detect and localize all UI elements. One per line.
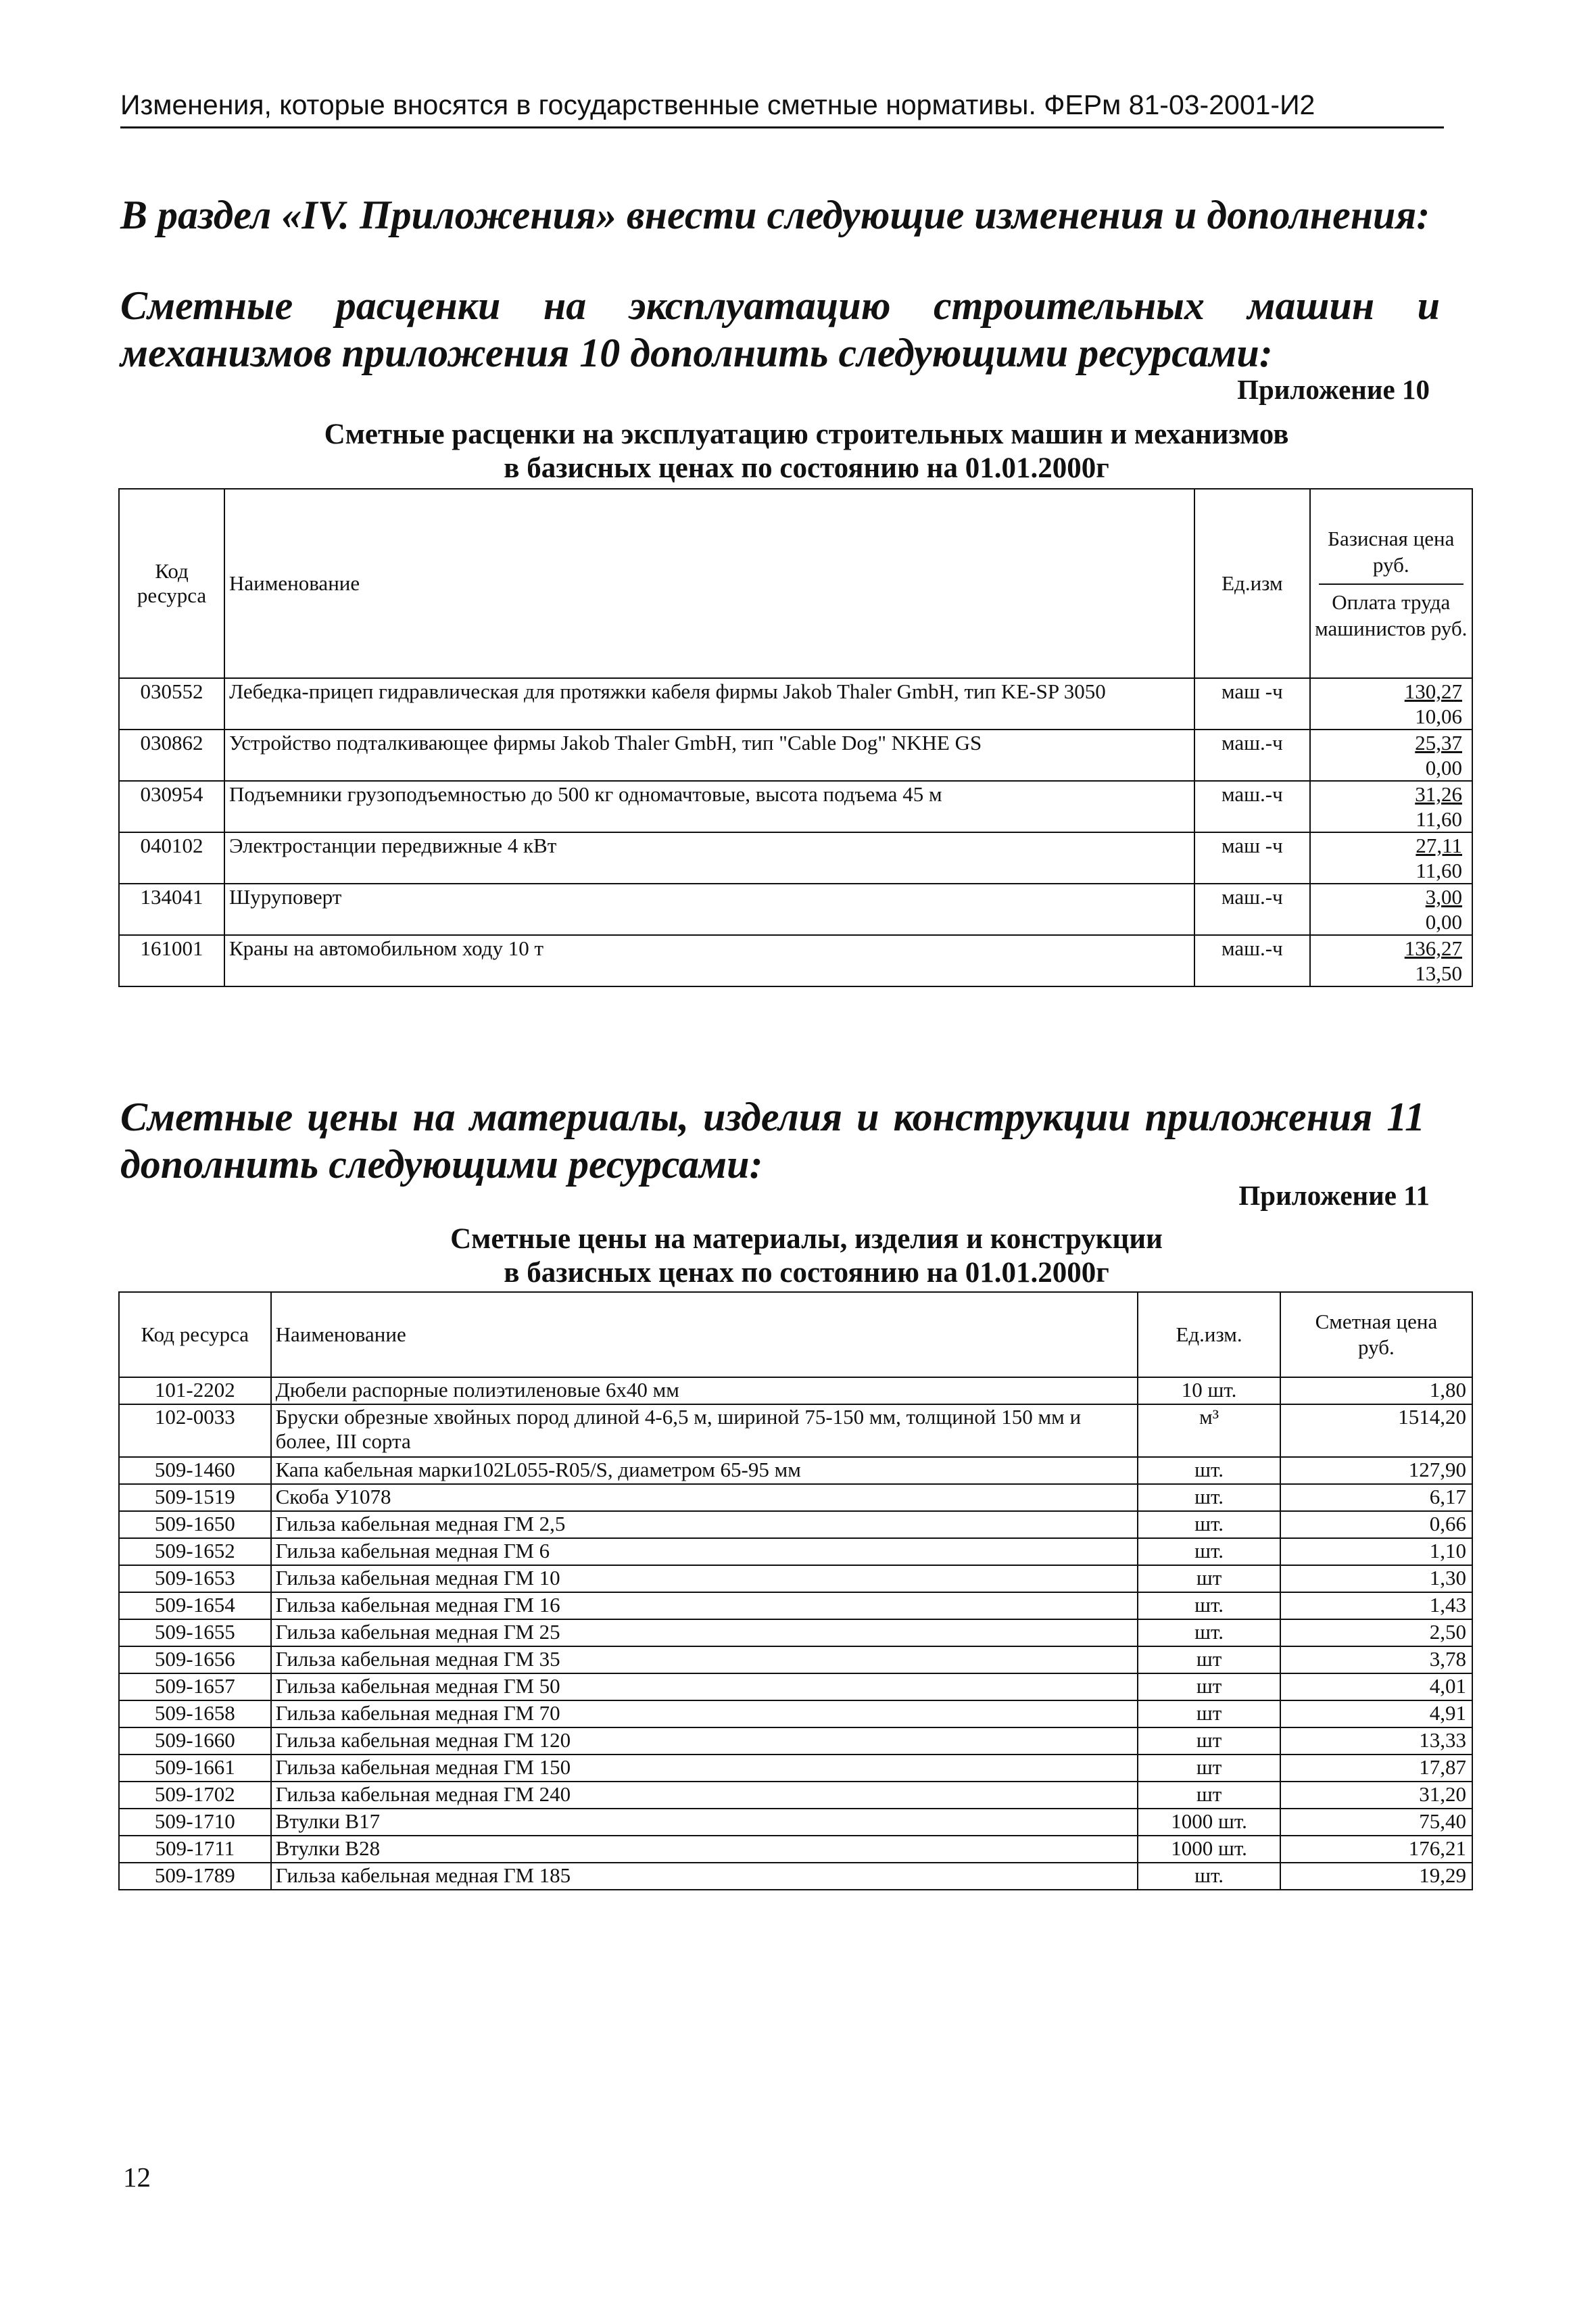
cell-price: 176,21 — [1280, 1836, 1472, 1863]
cell-unit: шт — [1138, 1565, 1280, 1592]
cell-unit: 10 шт. — [1138, 1377, 1280, 1404]
cell-name: Электростанции передвижные 4 кВт — [224, 832, 1194, 884]
cell-code: 101-2202 — [119, 1377, 271, 1404]
cell-price: 1,80 — [1280, 1377, 1472, 1404]
cell-unit: шт. — [1138, 1863, 1280, 1890]
page-number: 12 — [123, 2162, 151, 2193]
cell-price: 1,10 — [1280, 1538, 1472, 1565]
cell-price: 17,87 — [1280, 1755, 1472, 1782]
table-row — [119, 678, 1472, 730]
cell-code: 509-1661 — [119, 1755, 271, 1782]
cell-price: 31,20 — [1280, 1782, 1472, 1809]
cell-code: 134041 — [119, 884, 224, 935]
table-row — [119, 1836, 1472, 1863]
machines-table-header — [119, 489, 1472, 678]
cell-name: Подъемники грузоподъемностью до 500 кг одномачтовые, высота подъема 45 м — [224, 781, 1194, 832]
cell-code: 509-1711 — [119, 1836, 271, 1863]
cell-base-price: 130,27 — [1404, 679, 1462, 703]
appendix10-intro-line1: Сметные расценки на эксплуатацию строительных машин и — [120, 283, 1440, 328]
cell-name: Скоба У1078 — [271, 1484, 1138, 1511]
cell-name: Шуруповерт — [224, 884, 1194, 935]
cell-price — [1310, 935, 1472, 986]
cell-name: Гильза кабельная медная ГМ 150 — [271, 1755, 1138, 1782]
cell-code: 509-1653 — [119, 1565, 271, 1592]
table-row — [119, 884, 1472, 935]
col-price-header — [1310, 489, 1472, 678]
cell-unit: 1000 шт. — [1138, 1809, 1280, 1836]
cell-code: 040102 — [119, 832, 224, 884]
col-unit-header: Ед.изм. — [1138, 1292, 1280, 1377]
cell-name: Гильза кабельная медная ГМ 120 — [271, 1727, 1138, 1755]
cell-price: 3,78 — [1280, 1646, 1472, 1673]
appendix10-label: Приложение 10 — [1237, 374, 1430, 405]
cell-code: 509-1658 — [119, 1700, 271, 1727]
materials-table — [118, 1291, 1473, 1890]
cell-base-price: 3,00 — [1425, 885, 1462, 909]
cell-name: Гильза кабельная медная ГМ 16 — [271, 1592, 1138, 1619]
col-price-header: Сметная цена руб. — [1280, 1292, 1472, 1377]
table-row — [119, 1457, 1472, 1484]
cell-name: Краны на автомобильном ходу 10 т — [224, 935, 1194, 986]
cell-name: Лебедка-прицеп гидравлическая для протяжки кабеля фирмы Jakob Thaler GmbH, тип KE-SP 3050 — [224, 678, 1194, 730]
cell-code: 509-1650 — [119, 1511, 271, 1538]
cell-unit: маш.-ч — [1194, 884, 1309, 935]
cell-code: 509-1789 — [119, 1863, 271, 1890]
cell-name: Гильза кабельная медная ГМ 10 — [271, 1565, 1138, 1592]
cell-price: 75,40 — [1280, 1809, 1472, 1836]
cell-price: 6,17 — [1280, 1484, 1472, 1511]
table-row — [119, 1404, 1472, 1457]
cell-code: 030954 — [119, 781, 224, 832]
cell-code: 161001 — [119, 935, 224, 986]
cell-name: Устройство подталкивающее фирмы Jakob Thaler GmbH, тип "Cable Dog" NKHE GS — [224, 730, 1194, 781]
cell-price: 13,33 — [1280, 1727, 1472, 1755]
table-row — [119, 1727, 1472, 1755]
table-row — [119, 1511, 1472, 1538]
running-header: Изменения, которые вносятся в государственные сметные нормативы. ФЕРм 81-03-2001-И2 — [120, 89, 1444, 128]
table-row — [119, 1377, 1472, 1404]
cell-price: 4,91 — [1280, 1700, 1472, 1727]
table-row — [119, 1565, 1472, 1592]
cell-labor-price: 0,00 — [1425, 910, 1462, 934]
table-row — [119, 1538, 1472, 1565]
table-row — [119, 730, 1472, 781]
cell-base-price: 31,26 — [1415, 782, 1462, 806]
table-row — [119, 935, 1472, 986]
cell-name: Гильза кабельная медная ГМ 50 — [271, 1673, 1138, 1700]
table-row — [119, 1755, 1472, 1782]
appendix11-intro-line2: дополнить следующими ресурсами: — [120, 1142, 763, 1187]
appendix11-caption-line1: Сметные цены на материалы, изделия и конструкции — [450, 1223, 1163, 1255]
cell-price — [1310, 730, 1472, 781]
cell-unit: м³ — [1138, 1404, 1280, 1457]
cell-unit: шт. — [1138, 1592, 1280, 1619]
cell-unit: шт — [1138, 1727, 1280, 1755]
appendix10-table-caption — [120, 418, 1493, 485]
cell-unit: шт. — [1138, 1457, 1280, 1484]
machines-table — [118, 488, 1473, 987]
col-name-header: Наименование — [224, 489, 1194, 678]
cell-unit: маш -ч — [1194, 678, 1309, 730]
cell-unit: маш -ч — [1194, 832, 1309, 884]
cell-unit: шт — [1138, 1646, 1280, 1673]
cell-unit: маш.-ч — [1194, 730, 1309, 781]
cell-code: 509-1702 — [119, 1782, 271, 1809]
cell-unit: шт — [1138, 1755, 1280, 1782]
cell-unit: шт. — [1138, 1511, 1280, 1538]
col-code-header: Код ресурса — [119, 1292, 271, 1377]
cell-price: 1514,20 — [1280, 1404, 1472, 1457]
table-row — [119, 781, 1472, 832]
cell-price: 1,30 — [1280, 1565, 1472, 1592]
cell-labor-price: 0,00 — [1425, 756, 1462, 780]
cell-unit: шт — [1138, 1782, 1280, 1809]
cell-code: 509-1654 — [119, 1592, 271, 1619]
cell-unit: шт. — [1138, 1538, 1280, 1565]
cell-code: 030862 — [119, 730, 224, 781]
cell-base-price: 136,27 — [1404, 936, 1462, 960]
cell-unit: шт — [1138, 1700, 1280, 1727]
col-price-header-base: Базисная цена руб. — [1328, 527, 1455, 577]
cell-base-price: 27,11 — [1416, 834, 1462, 857]
cell-name: Гильза кабельная медная ГМ 240 — [271, 1782, 1138, 1809]
table-row — [119, 1592, 1472, 1619]
header-divider — [1319, 583, 1464, 585]
cell-unit: 1000 шт. — [1138, 1836, 1280, 1863]
table-row — [119, 1673, 1472, 1700]
table-row — [119, 1700, 1472, 1727]
appendix10-intro-line2: механизмов приложения 10 дополнить следующими ресурсами: — [120, 331, 1273, 375]
appendix10-caption-line2: в базисных ценах по состоянию на 01.01.2000г — [504, 452, 1109, 484]
cell-code: 509-1652 — [119, 1538, 271, 1565]
cell-name: Гильза кабельная медная ГМ 35 — [271, 1646, 1138, 1673]
appendix11-table-caption — [120, 1222, 1493, 1290]
col-name-header: Наименование — [271, 1292, 1138, 1377]
cell-name: Втулки В28 — [271, 1836, 1138, 1863]
cell-unit: маш.-ч — [1194, 935, 1309, 986]
cell-unit: маш.-ч — [1194, 781, 1309, 832]
appendix11-caption-line2: в базисных ценах по состоянию на 01.01.2000г — [504, 1257, 1109, 1289]
cell-code: 030552 — [119, 678, 224, 730]
cell-price: 2,50 — [1280, 1619, 1472, 1646]
cell-code: 509-1655 — [119, 1619, 271, 1646]
cell-price — [1310, 832, 1472, 884]
cell-unit: шт — [1138, 1673, 1280, 1700]
cell-price: 0,66 — [1280, 1511, 1472, 1538]
table-row — [119, 1619, 1472, 1646]
cell-base-price: 25,37 — [1415, 731, 1462, 755]
cell-name: Гильза кабельная медная ГМ 6 — [271, 1538, 1138, 1565]
cell-labor-price: 11,60 — [1416, 807, 1462, 831]
cell-price: 4,01 — [1280, 1673, 1472, 1700]
cell-name: Втулки В17 — [271, 1809, 1138, 1836]
appendix11-intro-line1: Сметные цены на материалы, изделия и конструкции приложения 11 — [120, 1095, 1425, 1139]
table-row — [119, 1863, 1472, 1890]
cell-labor-price: 11,60 — [1416, 859, 1462, 882]
section-title: В раздел «IV. Приложения» внести следующие изменения и дополнения: — [120, 193, 1430, 237]
table-row — [119, 1809, 1472, 1836]
cell-price — [1310, 678, 1472, 730]
appendix11-label: Приложение 11 — [1238, 1180, 1430, 1211]
cell-code: 509-1657 — [119, 1673, 271, 1700]
col-price-header-labor: Оплата труда машинистов руб. — [1315, 590, 1468, 640]
cell-code: 509-1460 — [119, 1457, 271, 1484]
materials-table-header — [119, 1292, 1472, 1377]
cell-code: 509-1519 — [119, 1484, 271, 1511]
cell-code: 509-1710 — [119, 1809, 271, 1836]
cell-unit: шт. — [1138, 1484, 1280, 1511]
cell-name: Гильза кабельная медная ГМ 70 — [271, 1700, 1138, 1727]
table-row — [119, 832, 1472, 884]
cell-price — [1310, 781, 1472, 832]
cell-labor-price: 10,06 — [1415, 705, 1462, 728]
cell-price: 1,43 — [1280, 1592, 1472, 1619]
cell-code: 509-1660 — [119, 1727, 271, 1755]
cell-price: 19,29 — [1280, 1863, 1472, 1890]
appendix10-caption-line1: Сметные расценки на эксплуатацию строительных машин и механизмов — [324, 419, 1289, 450]
cell-labor-price: 13,50 — [1415, 961, 1462, 985]
cell-code: 509-1656 — [119, 1646, 271, 1673]
cell-name: Гильза кабельная медная ГМ 2,5 — [271, 1511, 1138, 1538]
cell-price — [1310, 884, 1472, 935]
table-row — [119, 1484, 1472, 1511]
table-row — [119, 1782, 1472, 1809]
cell-name: Бруски обрезные хвойных пород длиной 4-6,5 м, шириной 75-150 мм, толщиной 150 мм и более, III сорта — [271, 1404, 1138, 1457]
cell-code: 102-0033 — [119, 1404, 271, 1457]
cell-name: Гильза кабельная медная ГМ 185 — [271, 1863, 1138, 1890]
col-unit-header: Ед.изм — [1194, 489, 1309, 678]
cell-unit: шт. — [1138, 1619, 1280, 1646]
cell-price: 127,90 — [1280, 1457, 1472, 1484]
cell-name: Капа кабельная марки102L055-R05/S, диаметром 65-95 мм — [271, 1457, 1138, 1484]
cell-name: Гильза кабельная медная ГМ 25 — [271, 1619, 1138, 1646]
cell-name: Дюбели распорные полиэтиленовые 6х40 мм — [271, 1377, 1138, 1404]
table-row — [119, 1646, 1472, 1673]
col-code-header: Код ресурса — [119, 489, 224, 678]
